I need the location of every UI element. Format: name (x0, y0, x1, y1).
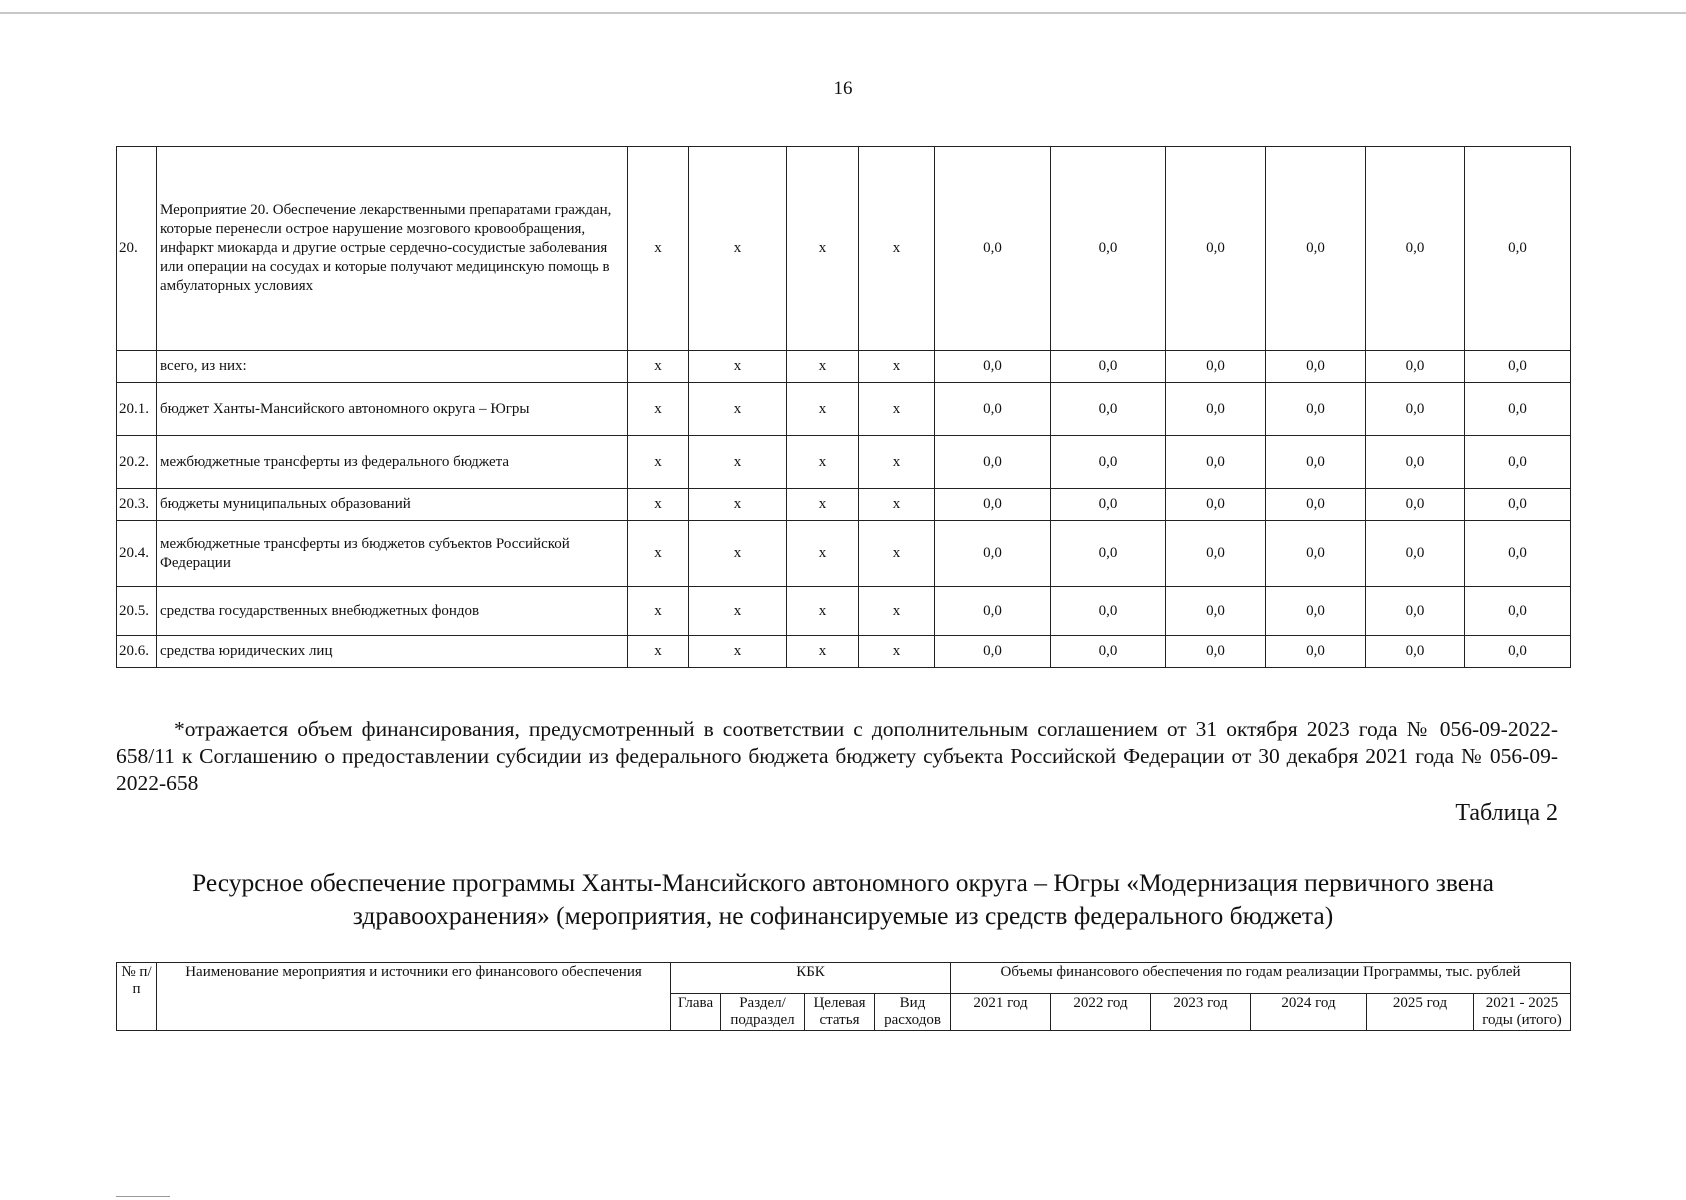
value-2025: 0,0 (1366, 436, 1465, 489)
kbk-vid: x (859, 147, 935, 351)
footnote: *отражается объем финансирования, предусмотренный в соответствии с дополнительным соглашением от 31 октября 2023 года № 056-09-2022-658/11 к Соглашению о предоставлении субсидии из федерального бюджета бюджету субъекта Российской Федерации от 30 декабря 2021 года № 056-09-2022-658 (116, 717, 1558, 795)
value-2022: 0,0 (1051, 383, 1166, 436)
table-row (117, 587, 1571, 636)
value-2023: 0,0 (1166, 383, 1266, 436)
value-2022: 0,0 (1051, 436, 1166, 489)
kbk-vid: x (859, 383, 935, 436)
scan-bottom-mark (116, 1196, 170, 1197)
kbk-glava: x (628, 489, 689, 521)
value-2022: 0,0 (1051, 521, 1166, 587)
header-2024: 2024 год (1251, 994, 1367, 1031)
header-2021: 2021 год (951, 994, 1051, 1031)
kbk-celevaya: x (787, 147, 859, 351)
header-razdel: Раздел/ подраздел (721, 994, 805, 1031)
value-2024: 0,0 (1266, 587, 1366, 636)
header-glava: Глава (671, 994, 721, 1031)
header-num: № п/п (117, 963, 157, 1031)
kbk-glava: x (628, 521, 689, 587)
kbk-vid: x (859, 636, 935, 668)
value-2022: 0,0 (1051, 489, 1166, 521)
value-2022: 0,0 (1051, 587, 1166, 636)
row-number: 20.4. (117, 521, 157, 587)
row-name: всего, из них: (157, 351, 628, 383)
value-2022: 0,0 (1051, 351, 1166, 383)
value-2025: 0,0 (1366, 587, 1465, 636)
kbk-razdel: x (689, 489, 787, 521)
kbk-celevaya: x (787, 351, 859, 383)
kbk-celevaya: x (787, 436, 859, 489)
value-2024: 0,0 (1266, 636, 1366, 668)
value-2021: 0,0 (935, 147, 1051, 351)
kbk-glava: x (628, 147, 689, 351)
row-number: 20.1. (117, 383, 157, 436)
kbk-vid: x (859, 521, 935, 587)
row-name: бюджет Ханты-Мансийского автономного округа – Югры (157, 383, 628, 436)
row-name: средства государственных внебюджетных фондов (157, 587, 628, 636)
value-2021: 0,0 (935, 636, 1051, 668)
table-row (117, 147, 1571, 351)
row-number: 20.6. (117, 636, 157, 668)
value-2025: 0,0 (1366, 636, 1465, 668)
row-number: 20. (117, 147, 157, 351)
kbk-celevaya: x (787, 636, 859, 668)
value-2021: 0,0 (935, 436, 1051, 489)
kbk-glava: x (628, 636, 689, 668)
kbk-razdel: x (689, 351, 787, 383)
table-row (117, 489, 1571, 521)
resource-table-header (116, 962, 1571, 1031)
kbk-celevaya: x (787, 489, 859, 521)
value-2025: 0,0 (1366, 351, 1465, 383)
funding-table-body (117, 147, 1571, 668)
row-name: бюджеты муниципальных образований (157, 489, 628, 521)
table-row (117, 636, 1571, 668)
value-2023: 0,0 (1166, 436, 1266, 489)
row-number: 20.3. (117, 489, 157, 521)
kbk-glava: x (628, 351, 689, 383)
value-2025: 0,0 (1366, 489, 1465, 521)
kbk-razdel: x (689, 636, 787, 668)
kbk-glava: x (628, 436, 689, 489)
table-row (117, 351, 1571, 383)
header-2025: 2025 год (1367, 994, 1474, 1031)
row-name: межбюджетные трансферты из федерального бюджета (157, 436, 628, 489)
value-2023: 0,0 (1166, 351, 1266, 383)
row-number: 20.2. (117, 436, 157, 489)
header-volumes: Объемы финансового обеспечения по годам реализации Программы, тыс. рублей (951, 963, 1571, 994)
value-2022: 0,0 (1051, 636, 1166, 668)
table-label: Таблица 2 (1455, 800, 1558, 826)
kbk-razdel: x (689, 587, 787, 636)
value-2021: 0,0 (935, 489, 1051, 521)
header-2022: 2022 год (1051, 994, 1151, 1031)
value-2024: 0,0 (1266, 147, 1366, 351)
value-2025: 0,0 (1366, 383, 1465, 436)
row-number: 20.5. (117, 587, 157, 636)
page-number: 16 (833, 78, 853, 99)
kbk-celevaya: x (787, 521, 859, 587)
value-2022: 0,0 (1051, 147, 1166, 351)
table-row (117, 436, 1571, 489)
table-title: Ресурсное обеспечение программы Ханты-Мансийского автономного округа – Югры «Модернизация первичного звена здравоохранения» (мероприятия, не софинансируемые из средств федерального бюджета) (191, 868, 1494, 930)
value-2024: 0,0 (1266, 351, 1366, 383)
table-row (117, 521, 1571, 587)
row-name: средства юридических лиц (157, 636, 628, 668)
value-2023: 0,0 (1166, 489, 1266, 521)
header-name: Наименование мероприятия и источники его финансового обеспечения (157, 963, 671, 1031)
value-total: 0,0 (1465, 587, 1571, 636)
table-row (117, 383, 1571, 436)
kbk-razdel: x (689, 436, 787, 489)
value-total: 0,0 (1465, 147, 1571, 351)
value-2021: 0,0 (935, 587, 1051, 636)
value-2021: 0,0 (935, 383, 1051, 436)
value-2024: 0,0 (1266, 489, 1366, 521)
value-total: 0,0 (1465, 636, 1571, 668)
value-2021: 0,0 (935, 521, 1051, 587)
scan-top-edge (0, 12, 1686, 14)
header-total: 2021 - 2025 годы (итого) (1474, 994, 1571, 1031)
value-2023: 0,0 (1166, 587, 1266, 636)
value-2025: 0,0 (1366, 147, 1465, 351)
kbk-razdel: x (689, 147, 787, 351)
kbk-razdel: x (689, 521, 787, 587)
value-total: 0,0 (1465, 351, 1571, 383)
kbk-vid: x (859, 587, 935, 636)
value-total: 0,0 (1465, 436, 1571, 489)
kbk-vid: x (859, 489, 935, 521)
value-2023: 0,0 (1166, 636, 1266, 668)
value-2023: 0,0 (1166, 521, 1266, 587)
header-celevaya: Целевая статья (805, 994, 875, 1031)
kbk-celevaya: x (787, 587, 859, 636)
kbk-glava: x (628, 383, 689, 436)
row-name: Мероприятие 20. Обеспечение лекарственными препаратами граждан, которые перенесли острое нарушение мозгового кровообращения, инфаркт миокарда и другие острые сердечно-сосудистые заболевания или операции на сосудах и которые получают медицинскую помощь в амбулаторных условиях (157, 147, 628, 351)
kbk-celevaya: x (787, 383, 859, 436)
kbk-glava: x (628, 587, 689, 636)
header-2023: 2023 год (1151, 994, 1251, 1031)
value-total: 0,0 (1465, 489, 1571, 521)
kbk-vid: x (859, 436, 935, 489)
value-total: 0,0 (1465, 383, 1571, 436)
value-2024: 0,0 (1266, 383, 1366, 436)
value-2025: 0,0 (1366, 521, 1465, 587)
row-name: межбюджетные трансферты из бюджетов субъектов Российской Федерации (157, 521, 628, 587)
value-2024: 0,0 (1266, 521, 1366, 587)
header-vid: Вид расходов (875, 994, 951, 1031)
kbk-razdel: x (689, 383, 787, 436)
header-kbk: КБК (671, 963, 951, 994)
funding-table-continued (116, 146, 1571, 668)
value-2021: 0,0 (935, 351, 1051, 383)
value-2023: 0,0 (1166, 147, 1266, 351)
value-total: 0,0 (1465, 521, 1571, 587)
value-2024: 0,0 (1266, 436, 1366, 489)
kbk-vid: x (859, 351, 935, 383)
row-number (117, 351, 157, 383)
